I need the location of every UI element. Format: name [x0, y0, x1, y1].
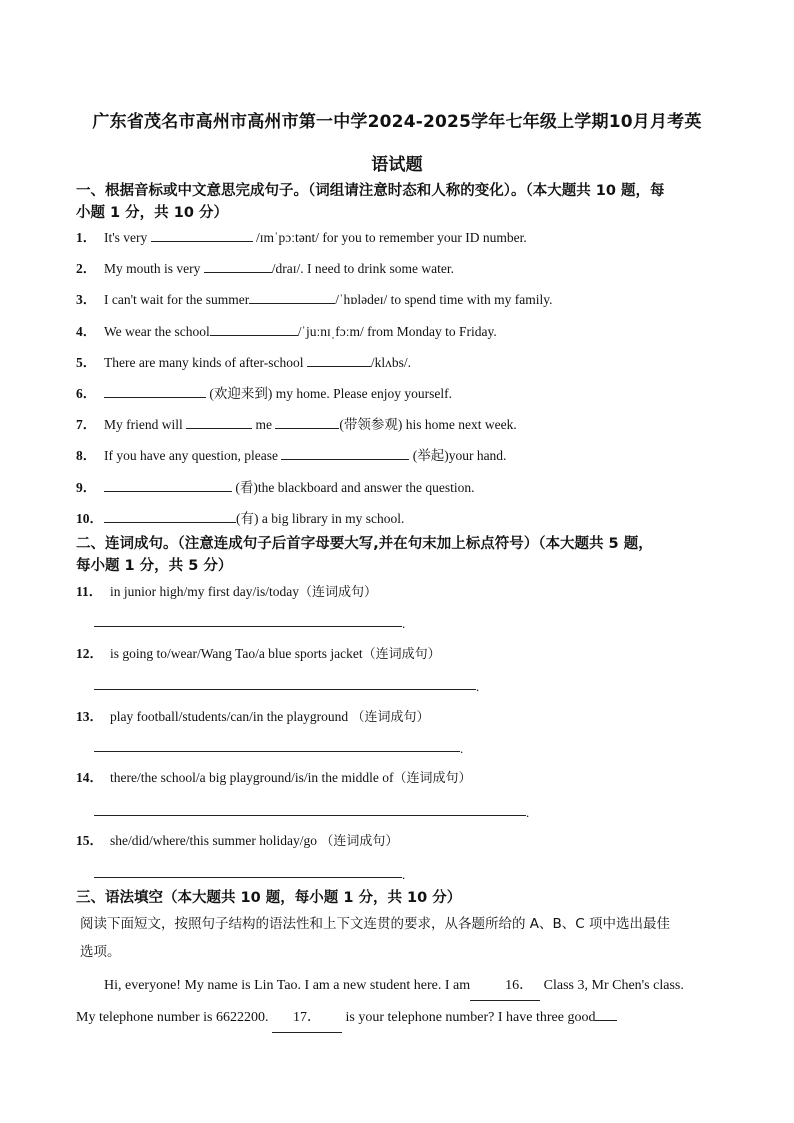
- answer-blank[interactable]: [104, 491, 232, 492]
- question-text: /klʌbs/.: [370, 355, 412, 370]
- question-number: 1．: [76, 230, 97, 245]
- question-text: It's very: [104, 230, 151, 245]
- blank-17[interactable]: [272, 1004, 342, 1033]
- question-number: 6．: [76, 386, 97, 401]
- question-text: If you have any question, please: [104, 448, 282, 463]
- question-tag: （连词成句）: [393, 771, 472, 786]
- question-11: [76, 583, 726, 602]
- instruction-line1: 阅读下面短文，按照句子结构的语法性和上下文连贯的要求，从各题所给的 A、B、C 项中选出最佳: [80, 916, 671, 932]
- passage-line-1: [76, 972, 724, 1001]
- passage-text: Hi, everyone! My name is Lin Tao. I am a new student here. I am: [104, 978, 471, 993]
- blank-number: 16．: [505, 978, 534, 993]
- end-dot: .: [476, 679, 480, 694]
- question-text: We wear the school: [104, 324, 210, 339]
- question-2: [76, 260, 726, 278]
- page-title-line2: 语试题: [371, 155, 423, 175]
- section1-heading-line2: 小题 1 分，共 10 分）: [76, 205, 228, 221]
- blank-number: 17．: [292, 1010, 321, 1025]
- section2-heading: [76, 533, 724, 577]
- question-9: [76, 479, 726, 497]
- question-15: [76, 832, 726, 851]
- answer-blank[interactable]: [151, 241, 253, 242]
- page-title-line1: 广东省茂名市高州市高州市第一中学2024-2025学年七年级上学期10月月考英: [92, 112, 702, 132]
- question-text: (举起)your hand.: [409, 448, 507, 463]
- question-number: 10．: [76, 511, 103, 526]
- question-text: /ɪmˈpɔːtənt/ for you to remember your ID number.: [252, 230, 527, 245]
- section3-instruction: [76, 910, 724, 966]
- question-number: 4．: [76, 324, 97, 339]
- question-text: there/the school/a big playground/is/in the middle of: [110, 770, 394, 785]
- question-5: [76, 354, 726, 372]
- question-tag: （连词成句）: [320, 834, 399, 849]
- question-number: 3．: [76, 292, 97, 307]
- answer-line[interactable]: [94, 626, 402, 627]
- answer-line[interactable]: [94, 751, 460, 752]
- answer-blank[interactable]: [104, 397, 206, 398]
- blank-16[interactable]: [470, 972, 540, 1001]
- answer-blank[interactable]: [204, 272, 272, 273]
- question-number: 11．: [76, 584, 103, 599]
- passage-text: is your telephone number? I have three good: [341, 1010, 596, 1025]
- answer-blank[interactable]: [104, 522, 236, 523]
- passage-text: My telephone number is 6622200.: [76, 1010, 272, 1025]
- question-text: is going to/wear/Wang Tao/a blue sports jacket: [110, 646, 363, 661]
- question-text: me: [252, 417, 276, 432]
- question-10: [76, 510, 726, 528]
- answer-blank[interactable]: [275, 428, 339, 429]
- question-number: 15．: [76, 833, 103, 848]
- question-number: 12．: [76, 646, 103, 661]
- question-text: My friend will: [104, 417, 187, 432]
- question-text: /ˈjuːnɪˌfɔːm/ from Monday to Friday.: [297, 324, 497, 339]
- answer-blank[interactable]: [281, 459, 409, 460]
- end-dot: .: [402, 867, 406, 882]
- answer-line[interactable]: [94, 877, 402, 878]
- answer-line[interactable]: [94, 815, 526, 816]
- question-6: [76, 385, 726, 403]
- question-4: [76, 323, 726, 341]
- section1-heading: [76, 180, 724, 224]
- question-14: [76, 769, 726, 788]
- question-text: /draɪ/. I need to drink some water.: [271, 261, 454, 276]
- question-tag: （连词成句）: [299, 585, 378, 600]
- question-text: I can't wait for the summer: [104, 292, 250, 307]
- passage-line-2: [76, 1004, 724, 1033]
- question-number: 8．: [76, 448, 97, 463]
- end-dot: .: [460, 741, 464, 756]
- question-7: [76, 416, 726, 434]
- question-number: 9．: [76, 480, 97, 495]
- question-number: 13．: [76, 709, 103, 724]
- question-text: There are many kinds of after-school: [104, 355, 307, 370]
- question-1: [76, 229, 726, 247]
- question-text: in junior high/my first day/is/today: [110, 584, 299, 599]
- blank-18[interactable]: [595, 1020, 617, 1021]
- answer-blank[interactable]: [186, 428, 252, 429]
- section1-heading-line1: 一、根据音标或中文意思完成句子。（词组请注意时态和人称的变化）。（本大题共 10 题，每: [76, 183, 665, 199]
- question-13: [76, 708, 726, 727]
- answer-blank[interactable]: [210, 335, 298, 336]
- question-text: /ˈhɒlədeɪ/ to spend time with my family.: [335, 292, 553, 307]
- instruction-line2: 选项。: [80, 944, 121, 960]
- end-dot: .: [526, 805, 530, 820]
- question-number: 5．: [76, 355, 97, 370]
- question-number: 14．: [76, 770, 103, 785]
- question-text: (有) a big library in my school.: [236, 511, 405, 526]
- passage-text: Class 3, Mr Chen's class.: [540, 978, 684, 993]
- section2-heading-line1: 二、连词成句。（注意连成句子后首字母要大写,并在句末加上标点符号）（本大题共 5 题，: [76, 536, 653, 552]
- question-text: (看)the blackboard and answer the question.: [232, 480, 475, 495]
- question-tag: （连词成句）: [362, 647, 441, 662]
- question-3: [76, 291, 726, 309]
- question-tag: （连词成句）: [351, 710, 430, 725]
- question-text: (带领参观) his home next week.: [339, 417, 517, 432]
- section3-heading: 三、语法填空（本大题共 10 题，每小题 1 分，共 10 分）: [76, 890, 462, 906]
- question-12: [76, 645, 726, 664]
- answer-blank[interactable]: [307, 366, 371, 367]
- answer-blank[interactable]: [249, 303, 335, 304]
- question-8: [76, 447, 726, 465]
- question-text: she/did/where/this summer holiday/go: [110, 833, 321, 848]
- question-number: 2．: [76, 261, 97, 276]
- end-dot: .: [402, 616, 406, 631]
- question-number: 7．: [76, 417, 97, 432]
- question-text: (欢迎来到) my home. Please enjoy yourself.: [206, 386, 452, 401]
- answer-line[interactable]: [94, 689, 476, 690]
- section2-heading-line2: 每小题 1 分，共 5 分）: [76, 558, 233, 574]
- question-text: My mouth is very: [104, 261, 204, 276]
- question-text: play football/students/can/in the playground: [110, 709, 352, 724]
